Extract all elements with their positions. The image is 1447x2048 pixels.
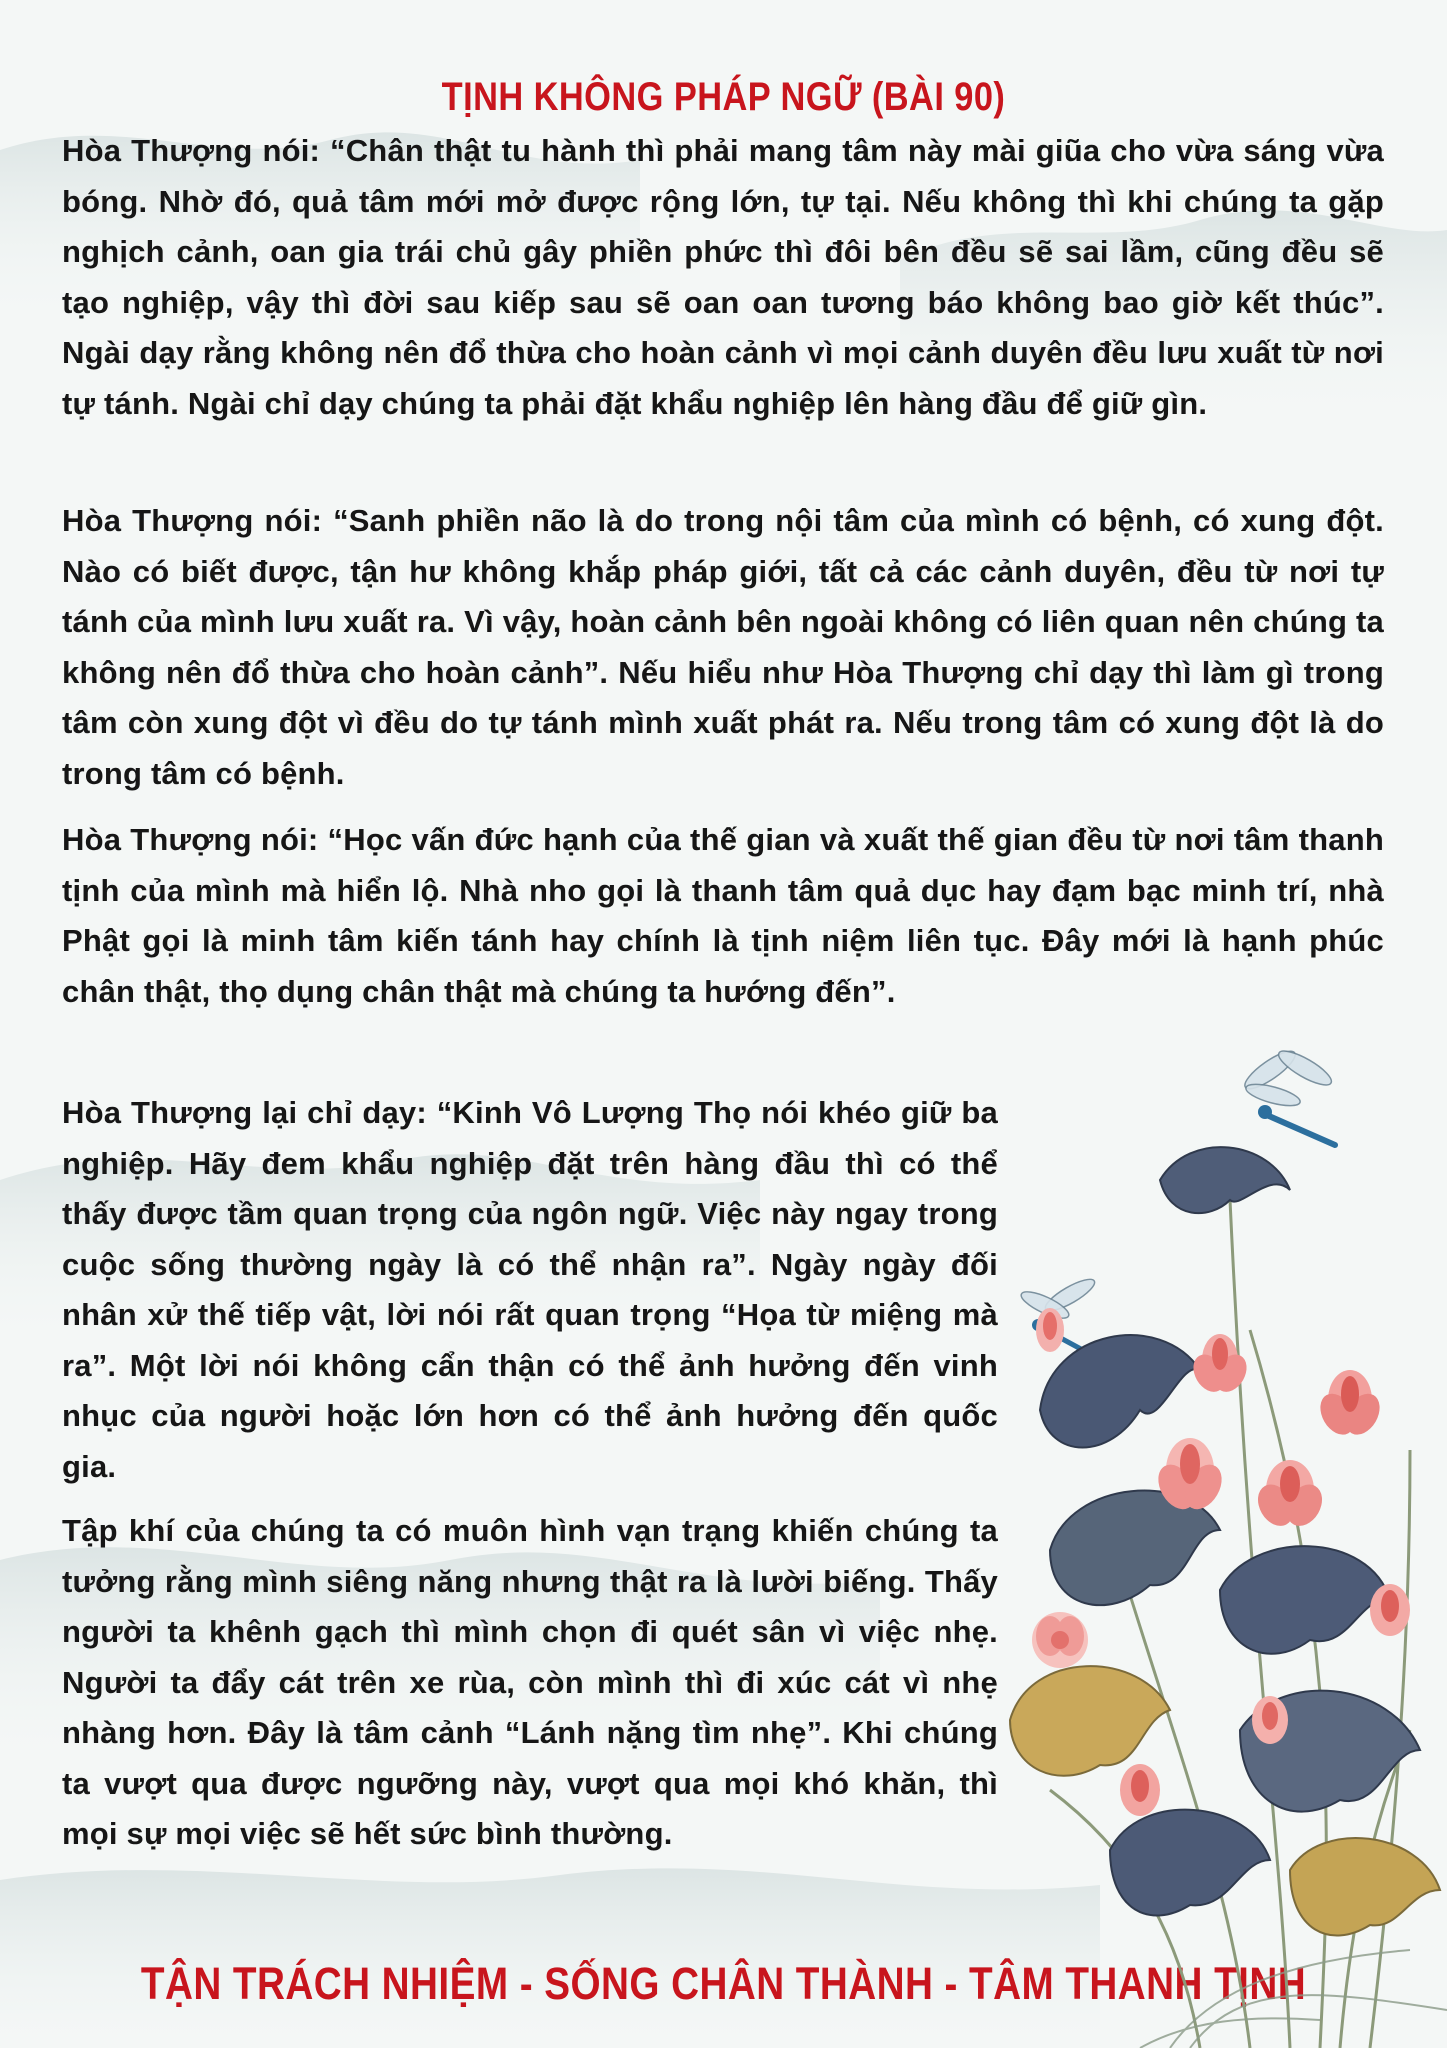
footer-slogan: TẬN TRÁCH NHIỆM - SỐNG CHÂN THÀNH - TÂM THANH TỊNH (140, 1958, 1307, 2009)
dragonfly-icon (1010, 1270, 1120, 1370)
paragraph-3: Hòa Thượng nói: “Học vấn đức hạnh của thế gian và xuất thế gian đều từ nơi tâm thanh tịnh của mình mà hiển lộ. Nhà nho gọi là thanh tâm quả dục hay đạm bạc minh trí, nhà Phật gọi là minh tâm kiến tánh hay chính là tịnh niệm liên tục. Đây mới là hạnh phúc chân thật, thọ dụng chân thật mà chúng ta hướng đến”. (62, 822, 1384, 1009)
paragraph-2: Hòa Thượng nói: “Sanh phiền não là do trong nội tâm của mình có bệnh, có xung đột. Nào có biết được, tận hư không khắp pháp giới, tất cả các cảnh duyên, đều từ nơi tự tánh của mình lưu xuất ra. Vì vậy, hoàn cảnh bên ngoài không có liên quan nên chúng ta không nên đổ thừa cho hoàn cảnh”. Nếu hiểu như Hòa Thượng chỉ dạy thì làm gì trong tâm còn xung đột vì đều do tự tánh mình xuất phát ra. Nếu trong tâm có xung đột là do trong tâm có bệnh. (62, 503, 1384, 791)
page-title: TỊNH KHÔNG PHÁP NGỮ (BÀI 90) (441, 74, 1006, 119)
paragraph-1: Hòa Thượng nói: “Chân thật tu hành thì phải mang tâm này mài giũa cho vừa sáng vừa bóng. Nhờ đó, quả tâm mới mở được rộng lớn, tự tại. Nếu không thì khi chúng ta gặp nghịch cảnh, oan gia trái chủ gây phiền phức thì đôi bên đều sẽ sai lầm, cũng đều sẽ tạo nghiệp, vậy thì đời sau kiếp sau sẽ oan oan tương báo không bao giờ kết thúc”. Ngài dạy rằng không nên đổ thừa cho hoàn cảnh vì mọi cảnh duyên đều lưu xuất từ nơi tự tánh. Ngài chỉ dạy chúng ta phải đặt khẩu nghiệp lên hàng đầu để giữ gìn. (62, 133, 1384, 421)
paragraph-5: Tập khí của chúng ta có muôn hình vạn trạng khiến chúng ta tưởng rằng mình siêng năng nhưng thật ra là lười biếng. Thấy người ta khênh gạch thì mình chọn đi quét sân vì việc nhẹ. Người ta đẩy cát trên xe rùa, còn mình thì đi xúc cát vì nhẹ nhàng hơn. Đây là tâm cảnh “Lánh nặng tìm nhẹ”. Khi chúng ta vượt qua được ngưỡng này, vượt qua mọi khó khăn, thì mọi sự mọi việc sẽ hết sức bình thường. (62, 1513, 998, 1851)
dragonfly-icon (1225, 1040, 1345, 1150)
paragraph-4: Hòa Thượng lại chỉ dạy: “Kinh Vô Lượng Thọ nói khéo giữ ba nghiệp. Hãy đem khẩu nghiệp đặt trên hàng đầu thì có thể thấy được tầm quan trọng của ngôn ngữ. Việc này ngay trong cuộc sống thường ngày là có thể nhận ra”. Ngày ngày đối nhân xử thế tiếp vật, lời nói rất quan trọng “Họa từ miệng mà ra”. Một lời nói không cẩn thận có thể ảnh hưởng đến vinh nhục của người hoặc lớn hơn có thể ảnh hưởng đến quốc gia. (62, 1095, 998, 1484)
